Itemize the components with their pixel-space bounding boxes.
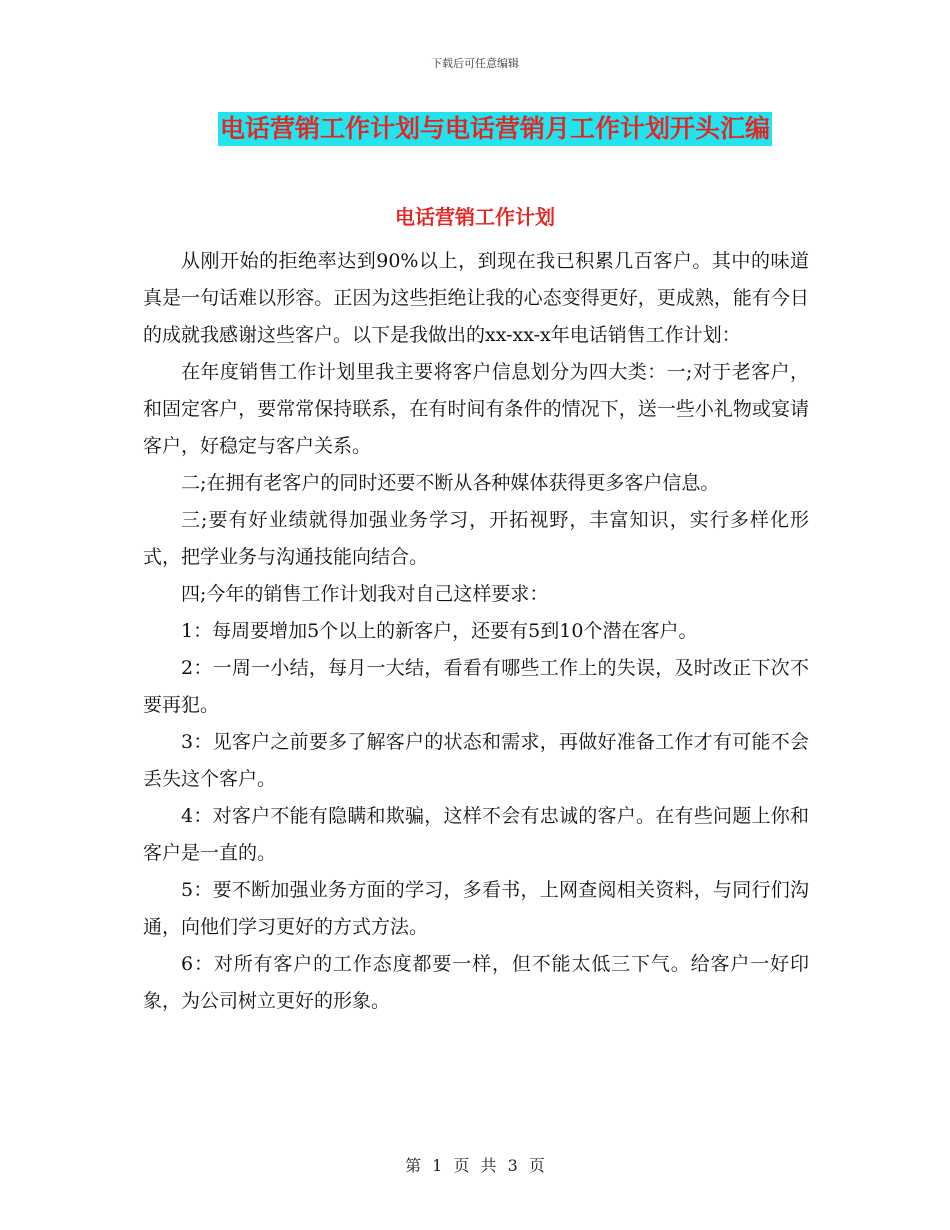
page-number-footer: 第 1 页 共 3 页 <box>405 1156 545 1175</box>
document-title-container <box>0 112 950 146</box>
document-title: 电话营销工作计划与电话营销月工作计划开头汇编 <box>218 112 772 146</box>
paragraph: 1：每周要增加5个以上的新客户，还要有5到10个潜在客户。 <box>181 620 698 642</box>
paragraph: 5：要不断加强业务方面的学习，多看书，上网查阅相关资料，与同行们沟通，向他们学习更好的方式方法。 <box>143 879 809 938</box>
paragraph: 2：一周一小结，每月一大结，看看有哪些工作上的失误，及时改正下次不要再犯。 <box>143 657 809 716</box>
paragraph: 3：见客户之前要多了解客户的状态和需求，再做好准备工作才有可能不会丢失这个客户。 <box>143 731 809 790</box>
paragraph: 二;在拥有老客户的同时还要不断从各种媒体获得更多客户信息。 <box>181 472 720 494</box>
paragraph: 6：对所有客户的工作态度都要一样，但不能太低三下气。给客户一好印象，为公司树立更好的形象。 <box>143 953 809 1012</box>
paragraph: 4：对客户不能有隐瞒和欺骗，这样不会有忠诚的客户。在有些问题上你和客户是一直的。 <box>143 805 809 864</box>
paragraph: 从刚开始的拒绝率达到90%以上，到现在我已积累几百客户。其中的味道真是一句话难以形容。正因为这些拒绝让我的心态变得更好，更成熟，能有今日的成就我感谢这些客户。以下是我做出的xx-xx-x年电话销售工作计划： <box>143 250 809 346</box>
document-body <box>143 243 809 1020</box>
paragraph: 三;要有好业绩就得加强业务学习，开拓视野，丰富知识，实行多样化形式，把学业务与沟通技能向结合。 <box>143 509 809 568</box>
paragraph: 四;今年的销售工作计划我对自己这样要求： <box>181 583 549 605</box>
header-note: 下载后可任意编辑 <box>431 57 519 70</box>
section-title: 电话营销工作计划 <box>395 205 555 229</box>
paragraph: 在年度销售工作计划里我主要将客户信息划分为四大类：一;对于老客户，和固定客户，要常常保持联系，在有时间有条件的情况下，送一些小礼物或宴请客户，好稳定与客户关系。 <box>143 361 809 457</box>
